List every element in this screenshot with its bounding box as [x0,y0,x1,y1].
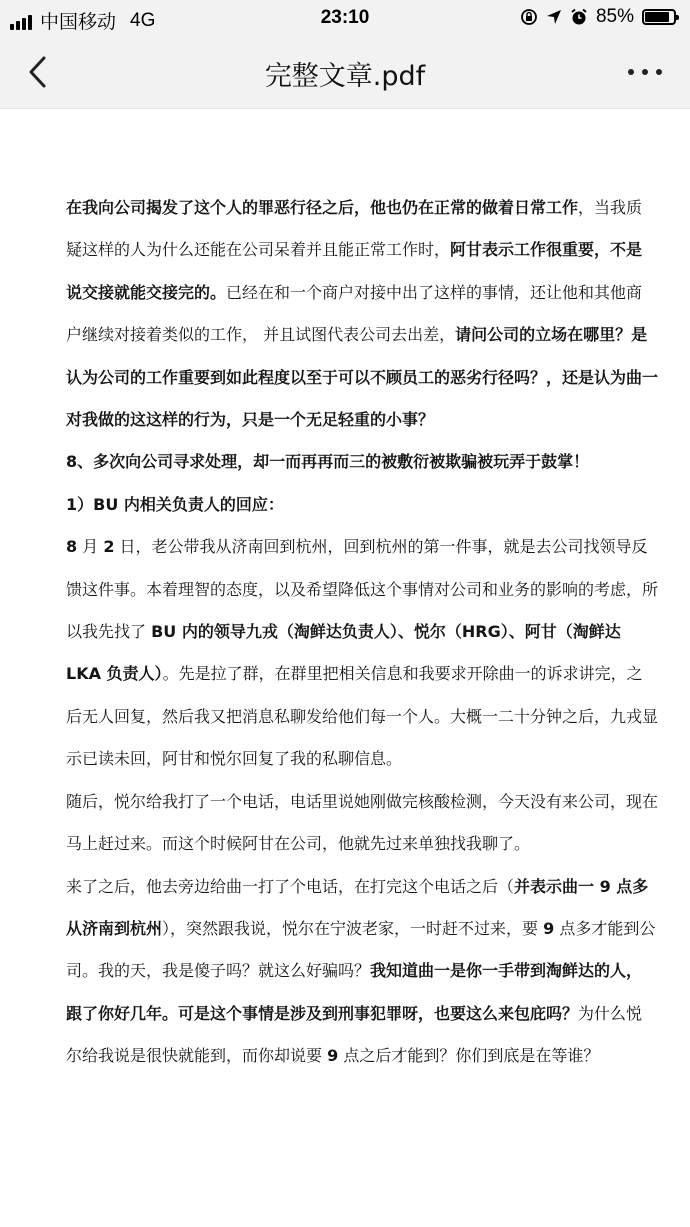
rotation-lock-icon [520,8,538,26]
text-run: 来了之后，他去旁边给曲一打了个电话，在打完这个电话之后（ [66,876,515,896]
paragraph-agan-call [66,866,658,1078]
section-heading-8: 8、多次向公司寻求处理，却一而再再而三的被敷衍被欺骗被玩弄于鼓掌！ [66,452,590,472]
network-type: 4G [130,9,156,31]
text-run: ），突然跟我说，悦尔在宁波老家，一时赶不过来，要 [162,918,544,938]
pdf-document-body [66,187,658,1078]
text-run: 已经在和一个商户对接中出了这样的事情，还让他和其他商户继续对接着类似的工作， 并且试图代表公司去出差， [66,282,643,345]
subheading-bu-response: 1）BU 内相关负责人的回应： [66,494,284,514]
text-run: 我知道曲一是你一手带到淘鲜达的人，跟了你好几年。可是这个事情是涉及到刑事犯罪呀，也要这么来包庇吗？ [66,961,643,1023]
text-run: 随后，悦尔给我打了一个电话，电话里说她刚做完核酸检测，今天没有来公司，现在马上赶过来。而这个时候阿甘在公司，他就先过来单独找我聊了。 [66,791,659,854]
paragraph-phone-call [66,781,658,866]
text-run: 8 [66,537,78,557]
text-run: 请问公司的立场在哪里？是认为公司的工作重要到如此程度以至于可以不顾员工的恶劣行径吗？，还是认为曲一对我做的这这样的行为，只是一个无足轻重的小事？ [66,325,659,430]
status-right [520,6,676,28]
text-run: 点之后才能到？你们到底是在等谁？ [338,1046,600,1066]
page-title: 完整文章.pdf [264,61,426,92]
text-run: 点多才能到公司。我的天，我是傻子吗？就这么好骗吗？ [66,918,656,981]
status-bar [0,0,690,36]
status-time: 23:10 [320,7,370,28]
text-run: BU 内的领导九戎（淘鲜达负责人）、悦尔（HRG）、阿甘（淘鲜达 LKA 负责人） [66,622,621,684]
location-arrow-icon [546,9,562,25]
battery-percent: 85% [595,6,634,27]
paragraph-company-stance [66,187,658,441]
text-run: 为什么悦尔给我说是很快就能到，而你却说要 [66,1003,643,1066]
text-run: 在我向公司揭发了这个人的罪恶行径之后，他也仍在正常的做着日常工作 [66,198,579,217]
navigation-bar [0,36,690,109]
paragraph-aug-2 [66,526,658,780]
text-run: 阿甘表示工作很重要，不是说交接就能交接完的。 [66,240,643,302]
text-run: 月 [77,537,104,557]
battery-icon [642,9,676,25]
text-run: 2 [103,537,115,557]
text-run: ，当我质疑这样的人为什么还能在公司呆着并且能正常工作时， [66,198,643,260]
more-horizontal-icon [628,69,634,75]
alarm-clock-icon [570,8,588,26]
text-run: 9 [327,1046,339,1066]
carrier-name: 中国移动 [40,12,117,33]
text-run: 9 [543,918,555,938]
more-button[interactable] [628,69,662,75]
text-run: 日，老公带我从济南回到杭州，回到杭州的第一件事，就是去公司找领导反馈这件事。本着理智的态度，以及希望降低这个事情对公司和业务的影响的考虑，所以我先找了 [66,537,659,642]
text-run: 。先是拉了群，在群里把相关信息和我要求开除曲一的诉求讲完，之后无人回复，然后我又把消息私聊发给他们每一个人。大概一二十分钟之后，九戎显示已读未回，阿甘和悦尔回复了我的私聊信息。 [66,664,659,769]
text-run: 并表示曲一 9 点多从济南到杭州 [66,876,649,938]
